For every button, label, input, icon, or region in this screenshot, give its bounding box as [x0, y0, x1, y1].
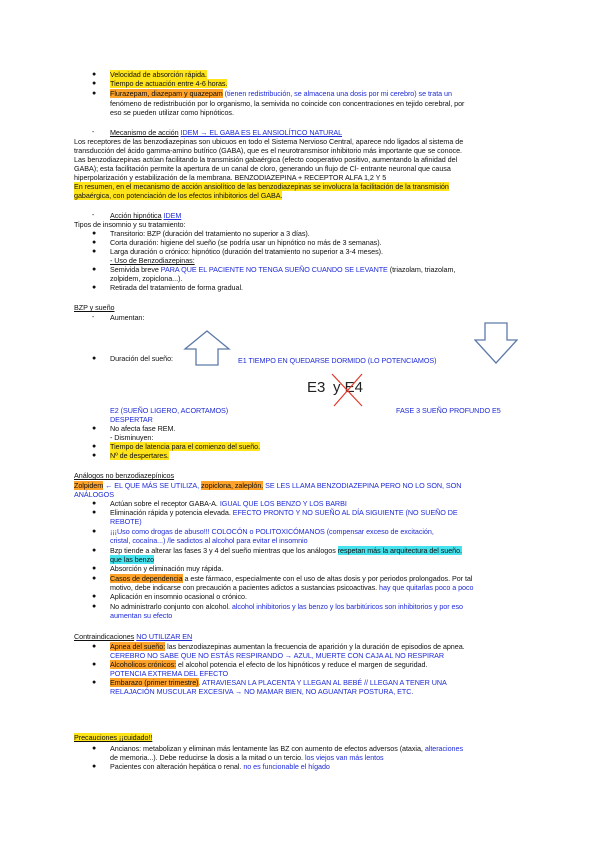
bullet: ●: [92, 575, 97, 582]
bullet: ●: [92, 661, 97, 668]
blue-note: NO UTILIZAR EN: [136, 632, 193, 641]
blue-note: . ATRAVIESAN LA PLACENTA Y LLEGAN AL BEBÉ // LLEGAN A TENER UNA: [198, 678, 447, 687]
bullet: ●: [92, 284, 97, 291]
text-line: [110, 574, 472, 583]
blue-note: ¡¡¡Uso como drogas de abuso!!! COLOCÓN o POLITOXICÓMANOS (compensar exceso de excitación,: [110, 527, 434, 536]
text-line: Absorción y eliminación muy rápida.: [110, 564, 224, 573]
highlight: Tiempo de latencia para el comienzo del sueño.: [110, 442, 261, 451]
blue-note: PARA QUE EL PACIENTE NO TENGA SUEÑO CUANDO SE LEVANTE: [160, 265, 388, 274]
highlight: En resumen, en el mecanismo de acción ansiolítico de las benzodiazepinas se involucra la facilitación de la transmisión: [74, 182, 449, 191]
blue-note: FASE 3 SUEÑO PROFUNDO E5: [396, 406, 501, 415]
dash: -: [92, 212, 95, 219]
blue-note: DESPERTAR: [110, 415, 153, 424]
text-line: [74, 481, 461, 490]
dash: -: [92, 314, 95, 321]
text-line: [110, 442, 260, 451]
blue-note: POTENCIA EXTREMA DEL EFECTO: [110, 669, 229, 678]
blue-note: (tienen redistribución, se almacena una dosis por mi cerebro) se trata un: [224, 89, 452, 98]
text-line: Duración del sueño:: [110, 354, 173, 363]
bullet: ●: [92, 547, 97, 554]
blue-note: E1 TIEMPO EN QUEDARSE DORMIDO (LO POTENCIAMOS): [238, 356, 437, 365]
text-line: [110, 89, 452, 98]
heading-text: Mecanismo de acción: [110, 128, 179, 137]
bullet: ●: [92, 80, 97, 87]
text-line: [110, 678, 447, 687]
blue-note: REBOTE): [110, 517, 142, 526]
blue-note: hay que quitarlas poco a poco: [379, 583, 474, 592]
text-line: [110, 602, 463, 611]
bullet: ●: [92, 425, 97, 432]
bullet: ●: [92, 528, 97, 535]
text-line: fenómeno de redistribución por lo organismo, la semivida no coincide con concentraciones en tejido cerebral, por: [110, 99, 465, 108]
bullet: ●: [92, 90, 97, 97]
text-line: [110, 265, 455, 274]
highlight: Embarazo (primer trimestre): [110, 678, 199, 687]
bullet: ●: [92, 745, 97, 752]
text-line: [110, 555, 154, 564]
blue-note: ANÁLOGOS: [74, 490, 114, 499]
section-heading: [74, 632, 192, 641]
text-line: eso se pueden utilizar como hipnóticos.: [110, 108, 234, 117]
cross-out-icon: [328, 372, 368, 408]
text-line: [110, 762, 330, 771]
bullet: ●: [92, 239, 97, 246]
heading-text: Acción hipnótica: [110, 211, 162, 220]
blue-note: E2 (SUEÑO LIGERO, ACORTAMOS): [110, 406, 229, 415]
text-line: Tipos de insomnio y su tratamiento:: [74, 220, 186, 229]
crossed-label-e3: E3: [307, 379, 326, 396]
blue-note: no es funcionable el hígado: [243, 762, 330, 771]
section-heading: BZP y sueño: [74, 303, 115, 312]
text-line: Aplicación en insomnio ocasional o crónico.: [110, 592, 247, 601]
highlight: Precauciones ¡¡cuidado!!: [74, 733, 153, 742]
blue-note: los viejos van más lentos: [304, 753, 384, 762]
highlight: gabaérgica, con potenciación de los efectos inhibitorios del GABA.: [74, 191, 283, 200]
text-line: zolpidem, zopiclona...).: [110, 274, 183, 283]
highlight: que las benzo: [110, 555, 155, 564]
text-line: [110, 70, 207, 79]
text-line: Aumentan:: [110, 313, 145, 322]
bullet: ●: [92, 500, 97, 507]
section-heading: [74, 733, 152, 742]
text-line: Las benzodiazepinas actúan facilitando la transmisión gabaérgica (efecto cooperativo positivo, aumentando la afinidad del: [74, 155, 458, 164]
text-line: [110, 79, 227, 88]
text-line: [110, 546, 462, 555]
text: Semivida breve: [110, 265, 159, 274]
text-line: Corta duración: higiene del sueño (se podría usar un hipnótico no más de 3 semanas).: [110, 238, 382, 247]
highlight: Apnea del sueño:: [110, 642, 166, 651]
bullet: ●: [92, 71, 97, 78]
text-line: [74, 182, 449, 191]
highlight: zopiclona, zaleplón.: [201, 481, 264, 490]
arrow-down-icon: [474, 322, 518, 364]
text-line: [74, 191, 282, 200]
bullet: ●: [92, 230, 97, 237]
text-line: GABA); esta facilitación permite la apertura de un canal de cloro, generando un flujo de Cl- entrante neuronal que causa: [74, 164, 451, 173]
section-heading: [110, 128, 342, 137]
bullet: ●: [92, 603, 97, 610]
section-heading: Análogos no benzodiazepínicos: [74, 471, 175, 480]
crossed-label-e4: y E4: [333, 379, 364, 396]
text: Bzp tiende a alterar las fases 3 y 4 del sueño mientras que los análogos: [110, 546, 336, 555]
text: (triazolam, triazolam,: [389, 265, 456, 274]
bullet: ●: [92, 593, 97, 600]
text: de memoria...). Debe reducirse la dosis a la mitad o un tercio.: [110, 753, 303, 762]
text-line: No afecta fase REM.: [110, 424, 176, 433]
text: el alcohol potencia el efecto de los hipnóticos y reduce el margen de seguridad.: [178, 660, 428, 669]
blue-note: SE LES LLAMA BENZODIAZEPINA PERO NO LO SON, SON: [265, 481, 462, 490]
arrow-up-icon: [183, 330, 231, 366]
text-line: [110, 753, 384, 762]
heading-text: Contraindicaciones: [74, 632, 135, 641]
text-line: [110, 508, 458, 517]
text-line: Larga duración o crónico: hipnótico (duración del tratamiento no superior a 3-4 meses).: [110, 247, 383, 256]
text: No administrarlo conjunto con alcohol.: [110, 602, 230, 611]
text-line: hiperpolarización y estabilización de la membrana. BENZODIAZEPINA + RECEPTOR ALFA 1,2 Y 5: [74, 173, 387, 182]
text-line: [110, 642, 465, 651]
blue-note: aumentan su efecto: [110, 611, 173, 620]
bullet: ●: [92, 355, 97, 362]
bullet: ●: [92, 266, 97, 273]
blue-note: IDEM: [163, 211, 182, 220]
highlight: Alcoholicos crónicos:: [110, 660, 177, 669]
text-line: [110, 583, 474, 592]
text: a este fármaco, especialmente con el uso de altas dosis y por periodos prolongados. Por tal: [184, 574, 473, 583]
text-line: Transitorio: BZP (duración del tratamiento no superior a 3 días).: [110, 229, 310, 238]
section-heading: [110, 211, 181, 220]
text-line: [110, 451, 169, 460]
highlight: Velocidad de absorción rápida.: [110, 70, 207, 79]
bullet: ●: [92, 452, 97, 459]
blue-note: ← EL QUE MÁS SE UTILIZA,: [105, 481, 200, 490]
text: Ancianos: metabolizan y eliminan más lentamente las BZ con aumento de efectos adversos (ataxia,: [110, 744, 423, 753]
blue-note: alcohol inhibitorios y las benzo y los barbitúricos son inhibitorios y por eso: [231, 602, 463, 611]
text-line: - Disminuyen:: [110, 433, 154, 442]
bullet: ●: [92, 679, 97, 686]
dash: -: [92, 129, 95, 136]
text-line: Retirada del tratamiento de forma gradual.: [110, 283, 243, 292]
highlight: Flurazepam, diazepam y quazepam: [110, 89, 223, 98]
blue-note: alteraciones: [424, 744, 463, 753]
text-line: transducción del ácido gamma-amino butírico (GABA), que es el neurotransmisor inhibitorio más importante que se conoce.: [74, 146, 462, 155]
highlight: Casos de dependencia: [110, 574, 183, 583]
bullet: ●: [92, 763, 97, 770]
text-line: - Uso de Benzodiazepinas:: [110, 256, 195, 265]
highlight: Zolpidem: [74, 481, 104, 490]
text: Actúan sobre el receptor GABA-A.: [110, 499, 218, 508]
blue-note: CEREBRO NO SABE QUE NO ESTÁS RESPIRANDO → AZUL, MUERTE CON CAJA AL NO RESPIRAR: [110, 651, 444, 660]
highlight: Nº de despertares.: [110, 451, 169, 460]
highlight: Tiempo de actuación entre 4-6 horas.: [110, 79, 228, 88]
text: motivo, debe indicarse con precaución a pacientes adictos a sustancias psicoactivas.: [110, 583, 378, 592]
text-line: Los receptores de las benzodiazepinas son ubicuos en todo el Sistema Nervioso Central, aparece ndo ligados al sistema de: [74, 137, 464, 146]
text: Eliminación rápida y potencia elevada.: [110, 508, 231, 517]
bullet: ●: [92, 248, 97, 255]
blue-note: cristal, cocaína...) /le sadictos al alcohol para evitar el insomnio: [110, 536, 308, 545]
blue-note: IDEM → EL GABA ES EL ANSIOLÍTICO NATURAL: [180, 128, 343, 137]
bullet: ●: [92, 643, 97, 650]
text-line: [110, 660, 427, 669]
text-line: [110, 499, 347, 508]
bullet: ●: [92, 443, 97, 450]
blue-note: RELAJACIÓN MUSCULAR EXCESIVA → NO MAMAR BIEN, NO AGUANTAR POSTURA, ETC.: [110, 687, 414, 696]
blue-note: IGUAL QUE LOS BENZO Y LOS BARBI: [219, 499, 347, 508]
highlight: respetan más la arquitectura del sueño.: [337, 546, 463, 555]
text: Pacientes con alteración hepática o renal.: [110, 762, 242, 771]
bullet: ●: [92, 509, 97, 516]
text-line: [110, 744, 463, 753]
text: las benzodiazepinas aumentan la frecuencia de aparición y la duración de episodios de apnea.: [167, 642, 465, 651]
bullet: ●: [92, 565, 97, 572]
blue-note: EFECTO PRONTO Y NO SUEÑO AL DÍA SIGUIENTE (NO SUEÑO DE: [232, 508, 458, 517]
